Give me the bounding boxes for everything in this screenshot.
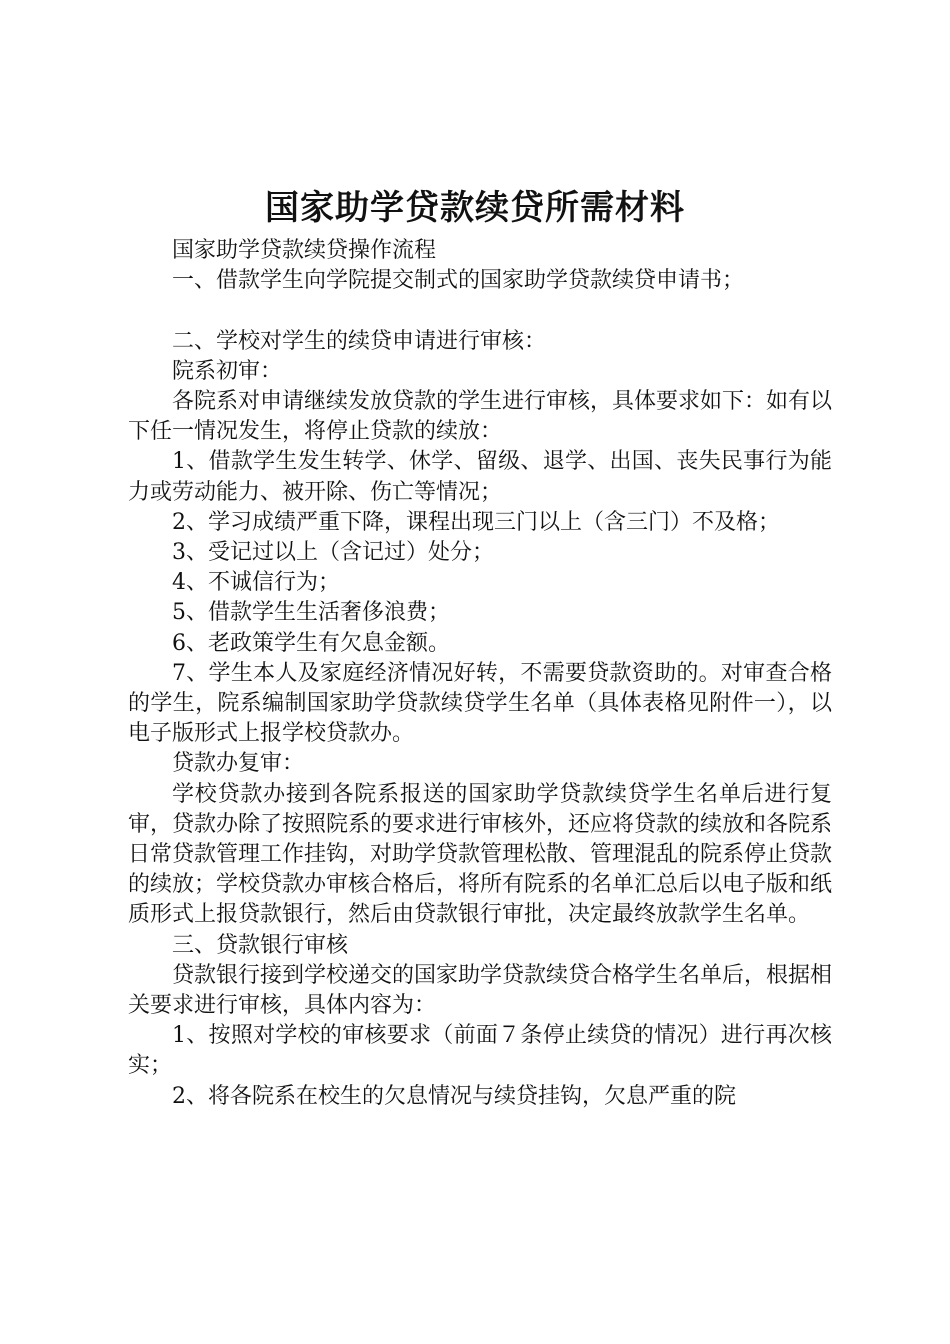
- paragraph-loan-office-review: 贷款办复审：: [172, 751, 305, 777]
- paragraph-bank-item-2: 2、将各院系在校生的欠息情况与续贷挂钩，欠息严重的院: [172, 1083, 736, 1109]
- paragraph-loan-office-details: 学校贷款办接到各院系报送的国家助学贷款续贷学生名单后进行复审，贷款办除了按照院系的要求进行审核外，还应将贷款的续放和各院系日常贷款管理工作挂钩，对助学贷款管理松散、管理混乱的院系停止贷款的续放；学校贷款办审核合格后，将所有院系的名单汇总后以电子版和纸质形式上报贷款银行，然后由贷款银行审批，决定最终放款学生名单。: [128, 781, 833, 928]
- paragraph-step-one: 一、借款学生向学院提交制式的国家助学贷款续贷申请书；: [172, 268, 745, 294]
- paragraph-step-two: 二、学校对学生的续贷申请进行审核：: [172, 328, 547, 354]
- paragraph-step-three: 三、贷款银行审核: [172, 932, 349, 958]
- blank-line: [128, 296, 832, 326]
- document-body: [128, 236, 832, 1112]
- paragraph-department-review: 院系初审：: [172, 358, 283, 384]
- paragraph-process-heading: 国家助学贷款续贷操作流程: [172, 238, 437, 263]
- paragraph-condition-3: 3、受记过以上（含记过）处分；: [172, 540, 494, 566]
- paragraph-condition-6: 6、老政策学生有欠息金额。: [172, 630, 450, 656]
- paragraph-condition-2: 2、学习成绩严重下降，课程出现三门以上（含三门）不及格；: [172, 509, 780, 535]
- paragraph-condition-7: 7、学生本人及家庭经济情况好转，不需要贷款资助的。对审查合格的学生，院系编制国家助学贷款续贷学生名单（具体表格见附件一），以电子版形式上报学校贷款办。: [128, 660, 832, 747]
- paragraph-bank-review: 贷款银行接到学校递交的国家助学贷款续贷合格学生名单后，根据相关要求进行审核，具体内容为：: [128, 962, 833, 1019]
- paragraph-condition-1: 1、借款学生发生转学、休学、留级、退学、出国、丧失民事行为能力或劳动能力、被开除、伤亡等情况；: [128, 449, 832, 505]
- paragraph-department-requirements: 各院系对申请继续发放贷款的学生进行审核，具体要求如下：如有以下任一情况发生，将停止贷款的续放：: [128, 389, 833, 445]
- paragraph-bank-item-1: 1、按照对学校的审核要求（前面７条停止续贷的情况）进行再次核实；: [128, 1023, 832, 1079]
- paragraph-condition-5: 5、借款学生生活奢侈浪费；: [172, 600, 450, 626]
- paragraph-condition-4: 4、不诚信行为；: [172, 570, 340, 596]
- document-title: 国家助学贷款续贷所需材料: [265, 188, 685, 228]
